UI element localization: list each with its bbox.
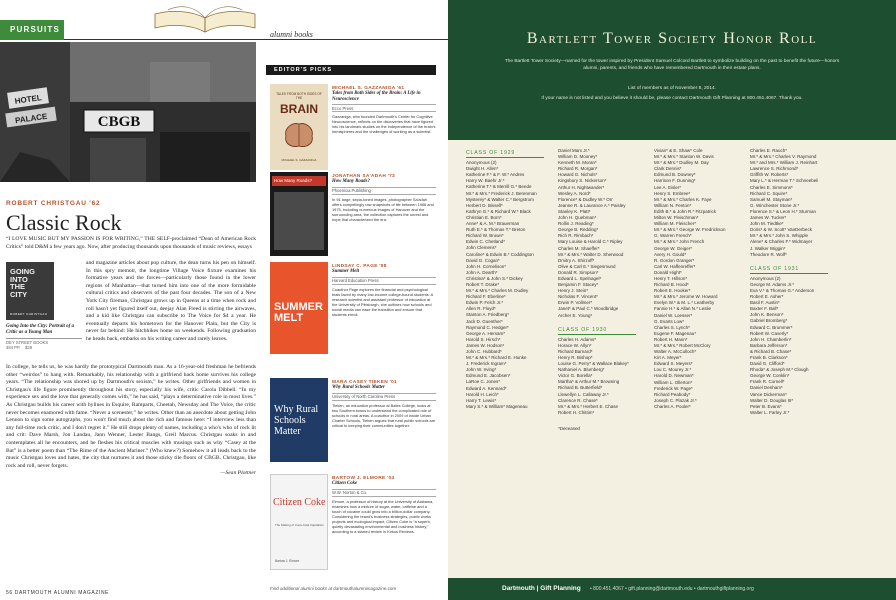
member-name: Mr.* and Mrs.* William J. Reinhart — [750, 160, 818, 166]
member-name: Vance Dickerman* — [750, 391, 787, 397]
member-name: Mr.* & Mrs.* John S. Whipple — [750, 233, 809, 239]
more-books-note: Find additional alumni books at dartmouthalumnimagazine.com — [270, 586, 397, 591]
member-name: Evelyn W.* & M. L.* Leatherby — [654, 300, 715, 306]
pick-title: Why Rural Schools Matter — [332, 385, 385, 390]
member-name: Mr.* & Mrs.* John French — [654, 239, 705, 245]
member-name: Nicholas F. Vincent* — [558, 294, 598, 300]
member-name: Richard W. Brown* — [466, 233, 504, 239]
article-body — [6, 364, 256, 478]
member-name: Harry W. Baehr Jr.* — [466, 178, 505, 184]
pick-publisher: Harvard Education Press — [332, 277, 436, 285]
spacer — [558, 416, 636, 422]
member-name: Daniel Marx Jr.* — [558, 148, 590, 153]
member-name: Florence* & Dudley W.* Orr — [558, 196, 613, 202]
member-name: Stanley K. Platt* — [558, 208, 591, 214]
names-column-2 — [558, 148, 636, 432]
pick-blurb: Coauthor Page explores the financial and psychological trials faced by many low-income college-bound students. A research scientist and assistant professor of education at the University of Pittsburgh, she outlines how schools and social media can ease the transition and ensure that students enroll. — [332, 286, 433, 317]
member-name: Joseph C. Plazak Jr.* — [654, 397, 697, 403]
member-name: Jeanne R. & Laurance A.* Paisley — [558, 202, 626, 208]
pick-title: Tales from Both Sides of the Brain: A Life in Neuroscience — [332, 91, 421, 102]
member-name: Mr.* & Mrs.* Stanton W. Davis — [654, 154, 714, 160]
caption-publisher: DEY STREET BOOKS — [6, 338, 82, 345]
member-name: Edward S. Meyers* — [654, 361, 693, 367]
open-book-illustration — [150, 6, 260, 36]
member-name: Richard B. Hood* — [654, 282, 689, 288]
member-name: John K. Benson* — [750, 312, 784, 318]
member-name: Charles M. Shaeffer* — [558, 245, 600, 251]
member-name: Rhoda* & Joseph M.* Clough — [750, 367, 809, 373]
names-column-4 — [750, 148, 828, 416]
member-name: LaRoe C. Jones* — [466, 379, 501, 385]
member-name: Stanton A. Friedberg* — [466, 312, 510, 318]
section-tab: PURSUITS — [0, 20, 64, 40]
member-name: Harry T. Lewis* — [466, 397, 497, 403]
member-name: John M. Tiedtke* — [750, 221, 784, 227]
member-name: Richard B. Butterfield* — [558, 385, 603, 391]
member-name: Alene* & Charles F.* Widmayer — [750, 239, 813, 245]
member-name: & Richard B. Chase* — [750, 348, 792, 354]
member-name: Milton W. Fleischman* — [654, 215, 699, 221]
member-name: Kirt A. Meyer* — [654, 355, 682, 361]
member-name: William M. Fleischer* — [654, 221, 697, 227]
member-name: Donald Hight* — [654, 269, 682, 275]
member-name: John Clemens* — [466, 245, 497, 251]
member-name: Mr.* & Mrs.* Robert McClory — [654, 343, 711, 348]
member-name: John H. Quebman* — [558, 215, 597, 221]
member-name: Carl W. Haffenreffer* — [654, 263, 696, 269]
cover-photo — [274, 192, 324, 250]
member-name: George W. Conklin* — [750, 373, 790, 379]
member-name: Mr.* & Mrs.* Charles K. Faye — [654, 196, 712, 202]
member-name: George W. Geiger* — [654, 245, 693, 251]
member-name: Walter D. Douglas III* — [750, 397, 794, 403]
member-name: Doris* & W. Scott* VanDerbeck — [750, 227, 812, 233]
member-name: Christina* & John S.* Dickey — [466, 275, 523, 281]
member-name: Avery H. Gould* — [654, 251, 687, 257]
member-name: Martha* & Arthur M.* Browning — [558, 379, 620, 385]
member-name: George A. Hersam* — [466, 330, 506, 336]
pick-author: MARA CASEY TIEKEN '01 — [332, 380, 398, 385]
pick-author: MICHAEL S. GAZZANIGA '61 — [332, 86, 405, 91]
pick-cover — [270, 474, 328, 570]
member-name: Harold S. Hirsch* — [466, 336, 501, 342]
member-name: Basil F. Austin* — [750, 300, 780, 306]
member-name: Mr.* & Mrs.* Herbert E. Chase — [558, 403, 619, 409]
cover-title: SUMMER MELT — [274, 301, 323, 324]
cbgb-street-photo — [0, 42, 256, 182]
brain-icon — [282, 120, 316, 150]
member-name: Robert E. Hooker* — [654, 288, 691, 294]
member-name: J. Frederick Ingram* — [466, 361, 507, 367]
spacer — [558, 319, 636, 325]
cover-title-line: THE — [10, 282, 25, 291]
member-name: Frederick W. Page* — [654, 385, 693, 391]
pick-cover — [270, 378, 328, 462]
pick-blurb: Elmore, a professor of history at the University of Alabama, examines how a mixture of sugar, water, caffeine and a touch of cocaine could grow into a billion-dollar company. Considering the brand's business strategies, public works projects and ecological impact, Citizen Coke is “a superb, quietly devastating environmental and business history,” according to a starred review in Kirkus Reviews. — [332, 498, 434, 534]
pick-title: How Many Roads? — [332, 179, 370, 184]
member-name: Rich R. Rimbach* — [558, 233, 594, 239]
member-name: Caroline* & Edwin B.* Coddington — [466, 251, 534, 257]
top-rule — [64, 39, 448, 40]
member-name: Katherine T.* & Merrill G.* Beede — [466, 184, 532, 190]
member-name: Barbara Jefferson* — [750, 342, 788, 348]
member-name: Erwin P. Vollmer* — [558, 300, 593, 306]
member-name: Charles S. Lynch* — [654, 324, 690, 330]
member-name: Rollin J. Reading* — [558, 221, 594, 227]
member-name: Richard R. Morgan* — [558, 166, 598, 172]
member-name: Christian E. Born* — [466, 214, 502, 220]
class-heading: CLASS OF 1930 — [558, 327, 636, 335]
member-name: Arthur H. Nightwander* — [558, 184, 605, 190]
member-name: Daniel Denham* — [750, 385, 783, 391]
member-name: Robert E. Asher* — [750, 294, 784, 300]
cover-title: How Many Roads? — [272, 176, 326, 186]
member-name: Charles E. Simmons* — [750, 184, 793, 190]
member-name: G. Warren French* — [654, 233, 692, 239]
member-name: Kenneth M. Moran* — [558, 160, 597, 166]
member-name: Theodore R. Wolf* — [750, 251, 787, 257]
member-name: Mr.* & Mrs.* Charles M. Dudley — [466, 288, 529, 294]
caption-title: Going Into the City: Portrait of a Critic as a Young Man — [6, 324, 75, 335]
member-name: Charles E. Rauch* — [750, 148, 788, 153]
article-byline: ROBERT CHRISTGAU '62 — [6, 200, 101, 207]
article-signature: —Sean Plottner — [220, 470, 256, 477]
member-name: Edward L. Spelnagel* — [558, 275, 602, 281]
pick-publisher: Phoenicia Publishing — [332, 187, 436, 195]
member-name: Robert H. Chittim* — [558, 409, 595, 415]
member-name: Anonymous (2) — [466, 160, 497, 166]
member-name: Richard Barnard* — [558, 348, 593, 354]
folio: 56 DARTMOUTH ALUMNI MAGAZINE — [6, 590, 110, 596]
spacer — [750, 258, 828, 264]
cover-title: Citizen Coke — [273, 497, 326, 508]
member-name: Harold D. Newman* — [654, 373, 694, 379]
pick-text — [332, 174, 436, 222]
member-name: John H. Chamberlin* — [750, 336, 792, 342]
pick-author: BARTOW J. ELMORE '04 — [332, 476, 395, 481]
class-heading: CLASS OF 1931 — [750, 266, 828, 274]
member-name: Robert T. Drake* — [466, 281, 500, 287]
member-name: Anne* & A. M.* Brauerman — [466, 221, 520, 227]
member-name: Henry R. Bishop* — [558, 355, 593, 360]
member-name: Lawrence S. Richmond* — [750, 166, 799, 172]
member-name: Harold H. Leich* — [466, 391, 499, 397]
honor-roll-title: Bartlett Tower Society Honor Roll — [526, 30, 818, 47]
member-name: Raymond C. Hedger* — [466, 324, 509, 330]
editors-picks-header: EDITOR'S PICKS — [266, 65, 436, 75]
member-name: Archer E. Young* — [558, 312, 593, 318]
names-column-3 — [654, 148, 732, 410]
member-name: Clarence R. Chase* — [558, 397, 598, 403]
member-name: Dwight H. Allen* — [466, 166, 499, 172]
member-name: Ruth E.* & Thomas T.* Breton — [466, 227, 526, 233]
member-name: Edward A. Kennard* — [466, 385, 507, 391]
member-name: J. Walker Wiggin* — [750, 245, 786, 251]
honor-roll-contact: If your name is not listed and you believe it should be, please contact Dartmouth Gift Planning at 800.451.4067. Thank you. — [541, 96, 803, 101]
member-name: Edwin P. Felch Jr.* — [466, 300, 504, 306]
pick-blurb: Gazzaniga, who founded Dartmouth's Center for Cognitive Neuroscience, reflects on the discoveries that have figured into his landmark studies on the independence of the brain's hemispheres and the challenges of working as a scientist. — [332, 114, 436, 135]
member-name: Howard G. Nichols* — [558, 172, 598, 178]
member-name: Baxter F. Ball* — [750, 306, 779, 312]
member-name: Edith B.* & John R.* Fitzpatrick — [654, 208, 717, 214]
member-name: Kathryn G.* & Richard W.* Black — [466, 208, 531, 214]
article-body-text: In college, he tells us, he was hardly the prototypical Dartmouth man. As a 16-year-old freshman he befriends other “weirdos” to hang with. Remarkably, his relationship with a girlfriend back home survives his college years. “The relationship was shored up by Dartmouth's sexism,” he writes. Other girlfriends and women in Christgau's life figure prominently throughout his story, especially his wife, critic Carola Dibbell. “In my experience sex and the love that generally comes with,” he has said, “plays a determinative role in most lives.” As Christgau builds his career with bylines in Esquire, Ramparts, Cheetah, Newsday and The Voice, the critic never becomes enamored with fame. “Never a scenester,” he writes. Other than an anecdote about getting John Lennon to sign some autographs, you won't find much about the rich and famous here: “I interview less than any full-time rock critic, and I don't regret it.” He still drops plenty of names, including a who's who of rock lit and crit: Dave Marsh, Jon Landau, Jann Wenner, Lester Bangs, Greil Marcus. Christgau soaks in and contemplates all he encounters, and he fleshes his critical muscles with musings such as why “Casey at the Bat” is a better poem than “The Rime of the Ancient Mariner.” (Who knew?) Somehow it all leads back to the music Christgau loves and hates, the city that nurtures it and those sticky tile floors of CBGB. Christgau, like rock and roll, never forgets. — [6, 364, 256, 469]
member-name: Gabriel Bromberg* — [750, 318, 788, 324]
member-name: Wesley A. Nord* — [558, 190, 591, 196]
article-intro: “I LOVE MUSIC BUT MY PASSION IS FOR WRITING,” THE SELF-proclaimed “Dean of American Rock Critics” told D&M a few years ago. Now, after producing thousands upon thousands of music reviews, essays — [6, 236, 256, 250]
book-cover-going-into-the-city — [6, 262, 54, 320]
member-name: Mary L.* & Herman T.* Schneebeli — [750, 178, 819, 184]
member-name: Edmund B. Downey* — [654, 172, 696, 178]
member-name: Griffith W. Roberts* — [750, 172, 789, 178]
member-name: Richard F. Eberline* — [466, 294, 506, 300]
member-name: Edwin C. Chetland* — [466, 239, 506, 245]
member-name: Dmitry A. Shirzoff* — [558, 257, 595, 263]
pick-author: LINDSAY C. PAGE '98 — [332, 264, 387, 269]
pick-cover — [270, 172, 328, 256]
honor-roll-header — [448, 0, 896, 140]
member-name: Charles H. Adams* — [558, 336, 597, 342]
member-name: William L. Ollerton* — [654, 379, 693, 385]
member-name: Jack D. Guenther* — [466, 318, 503, 324]
pick-cover — [270, 262, 328, 354]
member-name: G. Winchester Stone Jr.* — [750, 202, 800, 208]
member-name: Eva V.* & Thomas G.* Anderson — [750, 287, 815, 293]
member-name: Mary S.* & William* Mageneau — [466, 403, 528, 409]
member-name: Frank B. Clarkson* — [750, 355, 788, 360]
member-name: Lou C. Mourey Jr.* — [654, 367, 692, 373]
member-name: George B. Redding* — [558, 227, 599, 233]
pick-publisher: W.W. Norton & Co. — [332, 489, 436, 497]
member-name: Florence S.* & Leon H.* Sturman — [750, 208, 817, 214]
member-name: David G. Cogan* — [466, 257, 500, 263]
member-name: Samuel M. Stayman* — [750, 196, 793, 202]
member-name: David G. Clifford* — [750, 361, 785, 367]
pick-text — [332, 264, 436, 317]
member-name: Olive & Carl E.* Siegesmund — [558, 263, 616, 269]
member-name: Robert H. Mann* — [654, 336, 688, 342]
cover-author: Bartow J. Elmore — [275, 559, 300, 563]
member-name: Clark Dennis* — [654, 166, 682, 172]
pick-blurb: Tieken, an education professor at Bates College, looks at two Southern towns to understand the complicated role of schools in rural areas. A coauthor in 2009 of Inside Urban Charter Schools, Tieken argues that rural public schools are critical to keeping their communities together. — [332, 402, 436, 428]
right-page — [448, 0, 896, 600]
member-name: Herbert D. Bissell* — [466, 202, 503, 208]
pick-text — [332, 380, 436, 428]
member-name: Richard C. Squire* — [750, 190, 788, 196]
cover-title-line: GOING — [10, 267, 36, 276]
member-name: Vivian* & E. Shaw* Cole — [654, 148, 703, 153]
member-name: Eugene F. Magenau* — [654, 330, 697, 336]
member-name: Mr.* & Mrs.* Charles V. Raymond — [750, 154, 817, 160]
sign-hotel: HOTEL — [14, 93, 43, 106]
column-label: alumni books — [270, 30, 313, 39]
member-name: Mr.* & Mrs.* Richard E. Hunke — [466, 355, 527, 361]
member-name: Henry T. Hillson* — [654, 275, 688, 281]
pick-publisher: Ecco Press — [332, 104, 436, 112]
caption-meta — [6, 345, 82, 350]
member-name: Allen R. Floyd* — [466, 306, 496, 312]
member-name: Mary Louise & Harold C.* Ripley — [558, 239, 623, 245]
article-headline: Classic Rock — [6, 210, 122, 235]
member-name: Harrison F. Dunning* — [654, 178, 696, 184]
pick-author: JONATHAN SA'ADAH '72 — [332, 174, 396, 179]
member-name: Charles A. Pooler* — [654, 403, 691, 409]
cover-title: BRAIN — [280, 102, 318, 116]
sign-palace: PALACE — [14, 111, 48, 126]
article-wrap-text: and magazine articles about pop culture, the dean turns his pen on himself. In this spry memoir, the longtime Village Voice fixture examines his formative years and the forces—particularly those found in the lower regions of Manhattan—that turned him into one of the more formidable cultural critics and observers of the past four decades. The son of a New York City fireman, Christgau grows up in Queens at a time when rock and roll hasn't yet figured itself out, deejay Alan Freed is stirring the airwaves, and a kid like Christgau can subscribe to The Voice for $4 a year. He eventually departs his hometown for the Hanover Plain, but the City is never far behind: He hitchhikes home on weekends. Following graduation he heads back, embarks on his writing career and rarely leaves. — [86, 260, 256, 342]
member-name: Walter A. McCulloch* — [654, 349, 697, 355]
honor-roll-intro: The Bartlett Tower Society—named for the tower inspired by President Samuel Colcord Bartlett to symbolize building on the past to benefit the future—honors alumni, parents, and friends who have remembered Dartmouth in their estate plans. — [504, 59, 840, 71]
member-name: Janet* & Paul C.* Woodbridge — [558, 306, 619, 312]
pick-title: Summer Melt — [332, 269, 360, 274]
member-name: Henry S. Embree* — [654, 190, 691, 196]
deceased-note: *Deceased — [558, 425, 581, 431]
member-name: Mr.* & Mrs.* Walter D. Sherwood — [558, 251, 624, 257]
pick-cover — [270, 84, 328, 170]
member-name: George M. Adams Jr.* — [750, 281, 795, 287]
member-name: Henry J. Stein* — [558, 288, 589, 294]
member-name: Edmund E. Jacobsen* — [466, 373, 511, 379]
honor-roll-as-of: List of members as of November 8, 2014. — [628, 86, 716, 91]
pick-text — [332, 476, 436, 534]
member-name: Louise G. Perry* & Wallace Blakey* — [558, 361, 629, 367]
pick-title: Citizen Coke — [332, 481, 358, 486]
member-name: Horace W. Allyn* — [558, 342, 592, 348]
footer-brand: Dartmouth | Gift Planning — [502, 585, 581, 592]
member-name: Kingsbury S. Nickerson* — [558, 178, 607, 184]
caption-price: $28 — [25, 345, 33, 350]
member-name: Robert W. Caverly* — [750, 330, 789, 336]
member-name: Frank R. Cornell* — [750, 379, 785, 385]
caption-pages: 384 PP. — [6, 345, 21, 350]
member-name: Mr.* & Mrs.* Dudley M. Day — [654, 160, 709, 166]
member-name: Walter L. Farley Jr.* — [750, 409, 790, 415]
sign-cbgb: CBGB — [97, 114, 141, 130]
member-name: Lee A. Eisler* — [654, 184, 682, 190]
pick-publisher: University of North Carolina Press — [332, 393, 436, 401]
gift-planning-footer — [448, 578, 896, 600]
cover-title-line: INTO — [10, 274, 28, 284]
member-name: James W. Hodson* — [466, 342, 505, 348]
member-name: Peter B. Evans* — [750, 403, 782, 409]
member-name: William D. Mooney* — [558, 154, 598, 160]
member-name: Donald R. Simpson* — [558, 269, 599, 275]
cover-author: MICHAEL S. GAZZANIGA — [281, 158, 317, 162]
cover-author: ROBERT CHRISTGAU — [10, 311, 48, 316]
member-name: Anonymous (2) — [750, 275, 781, 281]
member-name: John W. Irving* — [466, 367, 497, 373]
names-column-1 — [466, 148, 544, 410]
cover-subtitle: TALES FROM BOTH SIDES OF THE — [276, 92, 322, 100]
member-name: R. Gordon Granger* — [654, 257, 695, 263]
member-name: Mr.* & Mrs.* George W. Fredrickson — [654, 227, 726, 233]
member-name: Benjamin F. Stacey* — [558, 282, 599, 288]
member-name: Mysterey* & Walter C.* Bergstrom — [466, 196, 534, 202]
member-name: Richard Peabody* — [654, 391, 691, 397]
cover-title-line: CITY — [10, 289, 28, 299]
book-caption — [6, 324, 82, 350]
member-name: Daniel W. Loesser* — [654, 312, 693, 318]
member-name: Nathaniel A. Blumberg* — [558, 367, 605, 373]
member-name: Mr.* & Mrs.* Jerome W. Howard — [654, 294, 718, 300]
member-name: Mr.* & Mrs.* Frederick J. Berenman — [466, 190, 537, 196]
member-name: Katherine F.* & F. W.* Andres — [466, 172, 525, 178]
member-name: G. Evarts Low* — [654, 318, 685, 324]
cover-subtitle: The Making of Coca-Cola Capitalism — [275, 523, 324, 527]
footer-contact: • 800.451.4067 • gift.planning@dartmouth.edu • dartmouthgiftplanning.org — [590, 586, 754, 592]
member-name: James W. Tucker* — [750, 215, 787, 221]
member-name: Victor G. Borella* — [558, 373, 593, 379]
member-name: John H. Cornelison* — [466, 263, 507, 269]
member-name: Llewellyn L. Callaway Jr.* — [558, 391, 609, 397]
member-name: John C. Hubbard* — [466, 349, 502, 354]
class-heading: CLASS OF 1929 — [466, 150, 544, 158]
member-name: William N. Fenton* — [654, 202, 692, 208]
member-name: Fannie H.* & Allan N.* Leslie — [654, 306, 712, 312]
member-name: John A. Dearth* — [466, 269, 498, 275]
member-name: Edward C. Brummer* — [750, 324, 793, 330]
pick-blurb: In 91 large, sepia-toned images, photographer Sa'adah offers compellingly raw snapshots of life between 1968 and 1975, including numerous images of Hanover and the surrounding area, the collection captures the unrest and hope that characterized the era. — [332, 196, 434, 222]
pick-text — [332, 86, 436, 134]
cover-title: Why Rural Schools Matter — [274, 404, 319, 437]
